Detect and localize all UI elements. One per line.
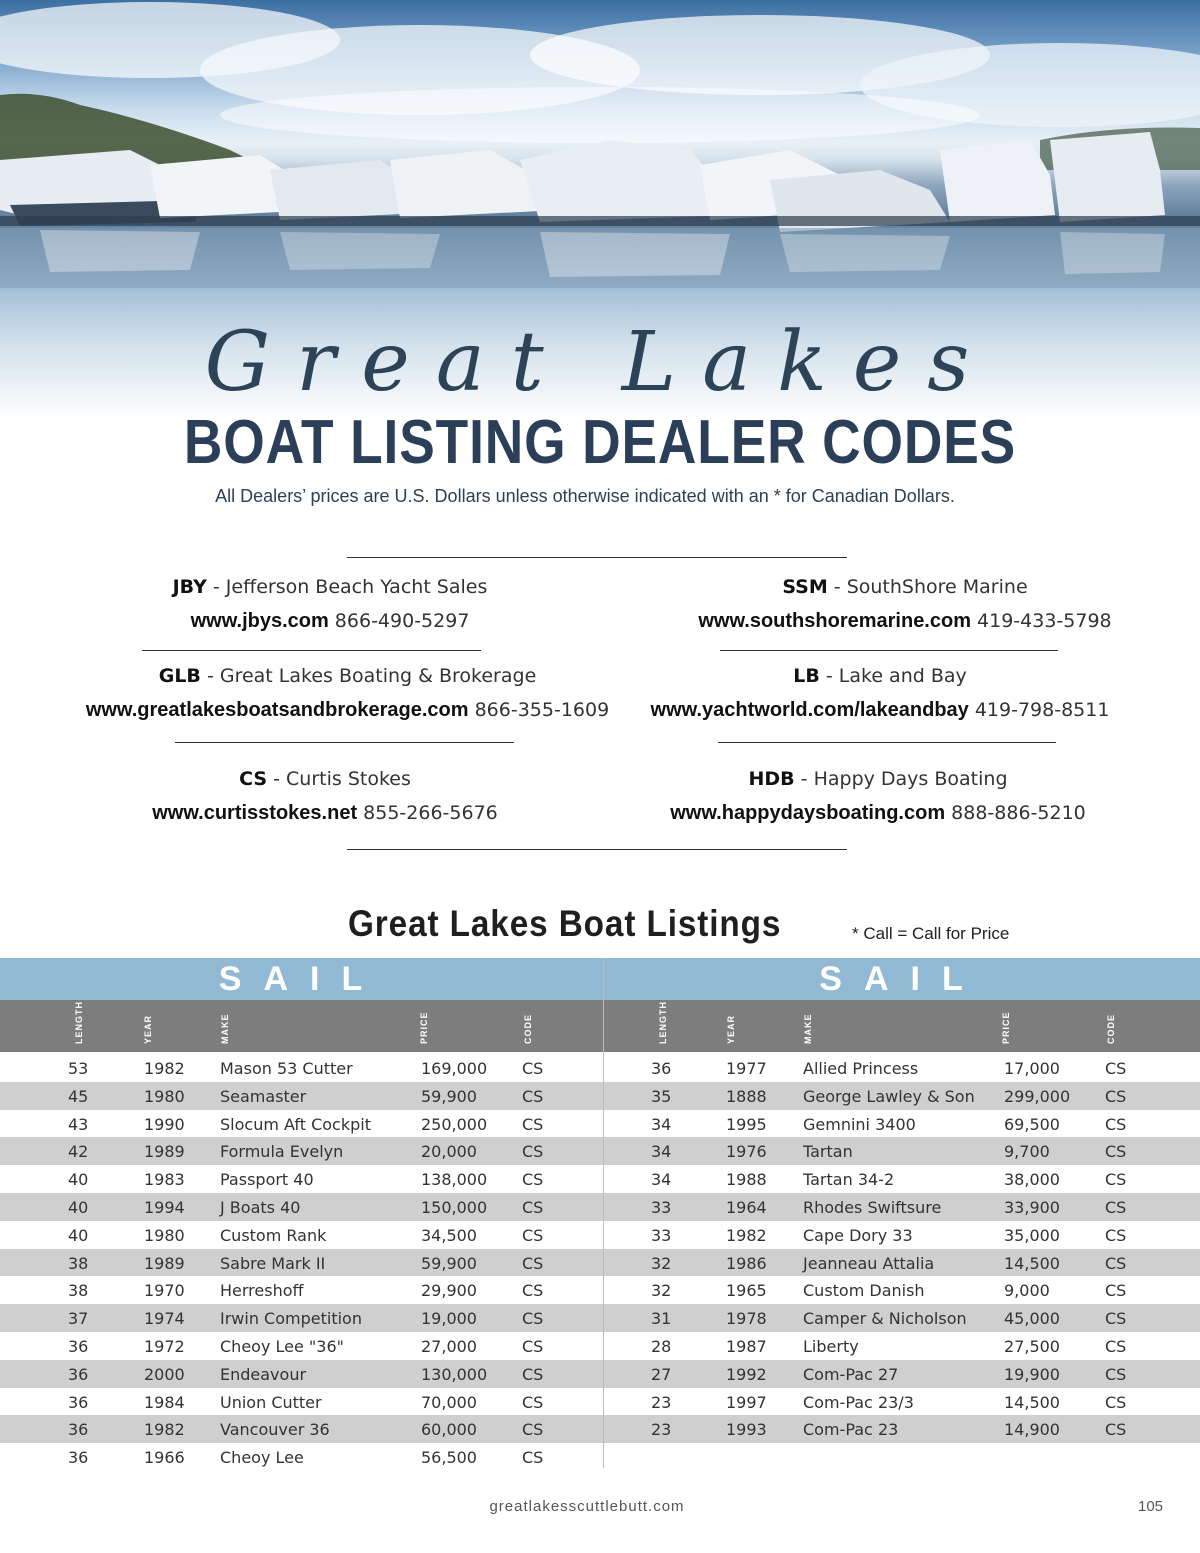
cell-price: 17,000 [1004, 1059, 1060, 1078]
cell-make: Irwin Competition [220, 1309, 362, 1329]
cell-length: 23 [651, 1420, 672, 1440]
dealer-code: SSM [782, 576, 828, 598]
cell-length: 33 [651, 1197, 672, 1217]
table-row [604, 1415, 1200, 1443]
cell-length: 23 [651, 1392, 672, 1412]
dealer-name: - Jefferson Beach Yacht Sales [206, 576, 488, 598]
cell-price: 169,000 [421, 1059, 488, 1078]
dealer-phone: 855-266-5676 [357, 802, 498, 824]
table-row [0, 1054, 603, 1082]
dealer-phone: 888-886-5210 [945, 802, 1086, 824]
cell-length: 36 [68, 1420, 89, 1440]
cell-code: CS [1105, 1336, 1127, 1356]
cell-price: 9,000 [1004, 1281, 1050, 1301]
dealer-glb [30, 667, 665, 720]
dealer-name: - SouthShore Marine [827, 576, 1028, 598]
dealer-name: - Great Lakes Boating & Brokerage [200, 665, 537, 687]
cell-year: 1982 [144, 1059, 185, 1078]
cell-price: 33,900 [1004, 1197, 1060, 1217]
dealer-lb [580, 667, 1180, 720]
cell-length: 40 [68, 1170, 89, 1190]
dealer-cs [25, 770, 625, 823]
table-row [0, 1165, 603, 1193]
col-price: PRICE [1001, 1011, 1011, 1044]
cell-year: 1966 [144, 1448, 185, 1468]
cell-price: 29,900 [421, 1281, 477, 1301]
dealer-code: JBY [172, 576, 207, 598]
cell-code: CS [522, 1059, 544, 1078]
cell-code: CS [522, 1281, 544, 1301]
cell-make: Rhodes Swiftsure [803, 1197, 942, 1217]
col-year: YEAR [726, 1014, 736, 1044]
divider-bottom [347, 849, 847, 850]
dealer-phone: 419-798-8511 [968, 699, 1110, 721]
cell-length: 31 [651, 1309, 672, 1329]
table-row [0, 1415, 603, 1443]
cell-length: 32 [651, 1281, 672, 1301]
col-code: CODE [1106, 1013, 1116, 1044]
cell-make: Herreshoff [220, 1281, 304, 1301]
cell-code: CS [522, 1364, 544, 1384]
cell-year: 1989 [144, 1253, 185, 1273]
dealer-url[interactable]: www.southshoremarine.com [698, 610, 971, 632]
cell-code: CS [1105, 1225, 1127, 1245]
footer-url[interactable]: greatlakesscuttlebutt.com [489, 1498, 685, 1515]
cell-length: 34 [651, 1114, 672, 1134]
cell-year: 1992 [726, 1364, 767, 1384]
listings-title: Great Lakes Boat Listings [348, 903, 782, 944]
cell-code: CS [1105, 1197, 1127, 1217]
cell-make: Formula Evelyn [220, 1142, 344, 1162]
cell-length: 40 [68, 1225, 89, 1245]
table-row [0, 1276, 603, 1304]
table-row [604, 1137, 1200, 1165]
cell-code: CS [1105, 1392, 1127, 1412]
cell-make: Passport 40 [220, 1170, 314, 1190]
cell-make: Liberty [803, 1336, 859, 1356]
cell-price: 14,500 [1004, 1392, 1060, 1412]
dealer-code: LB [793, 665, 820, 687]
col-make: MAKE [803, 1013, 813, 1044]
cell-length: 53 [68, 1059, 89, 1078]
divider-left-1 [142, 650, 481, 651]
cell-price: 35,000 [1004, 1225, 1060, 1245]
cell-price: 299,000 [1004, 1086, 1071, 1106]
cell-length: 28 [651, 1336, 672, 1356]
cell-make: Com-Pac 23/3 [803, 1392, 914, 1412]
cell-make: Cape Dory 33 [803, 1225, 913, 1245]
cell-length: 36 [68, 1392, 89, 1412]
table-row [0, 1304, 603, 1332]
cell-code: CS [1105, 1281, 1127, 1301]
cell-make: Mason 53 Cutter [220, 1059, 353, 1078]
cell-year: 2000 [144, 1364, 185, 1384]
dealer-jby [30, 578, 630, 631]
table-row [0, 1193, 603, 1221]
cell-price: 138,000 [421, 1170, 488, 1190]
cell-year: 1980 [144, 1086, 185, 1106]
cell-length: 40 [68, 1197, 89, 1217]
cell-price: 14,900 [1004, 1420, 1060, 1440]
cell-price: 150,000 [421, 1197, 488, 1217]
cell-price: 56,500 [421, 1448, 477, 1468]
cell-year: 1977 [726, 1059, 767, 1078]
cell-code: CS [522, 1420, 544, 1440]
col-make: MAKE [220, 1013, 230, 1044]
cell-length: 36 [68, 1448, 89, 1468]
cell-year: 1982 [144, 1420, 185, 1440]
cell-make: J Boats 40 [220, 1197, 301, 1217]
cell-year: 1983 [144, 1170, 185, 1190]
cell-length: 36 [68, 1364, 89, 1384]
cell-length: 38 [68, 1281, 89, 1301]
dealer-ssm [605, 578, 1200, 631]
cell-length: 36 [651, 1059, 672, 1078]
dealer-name: - Curtis Stokes [267, 768, 411, 790]
cell-year: 1989 [144, 1142, 185, 1162]
dealer-hdb [578, 770, 1178, 823]
dealer-phone: 866-355-1609 [468, 699, 610, 721]
table-row [0, 1110, 603, 1138]
table-row [604, 1388, 1200, 1416]
cell-make: Seamaster [220, 1086, 307, 1106]
table-row [604, 1110, 1200, 1138]
cell-make: Slocum Aft Cockpit [220, 1114, 371, 1134]
cell-year: 1976 [726, 1142, 767, 1162]
cell-price: 250,000 [421, 1114, 488, 1134]
cell-make: Com-Pac 23 [803, 1420, 899, 1440]
table-row [604, 1332, 1200, 1360]
cell-code: CS [522, 1448, 544, 1468]
subtitle: All Dealers’ prices are U.S. Dollars unless otherwise indicated with an * for Canadian Dollars. [215, 486, 955, 506]
cell-price: 20,000 [421, 1142, 477, 1162]
cell-length: 45 [68, 1086, 89, 1106]
cell-price: 69,500 [1004, 1114, 1060, 1134]
cell-make: Vancouver 36 [220, 1420, 330, 1440]
cell-year: 1990 [144, 1114, 185, 1134]
cell-code: CS [522, 1225, 544, 1245]
cell-make: Sabre Mark II [220, 1253, 326, 1273]
cell-price: 59,900 [421, 1253, 477, 1273]
cell-price: 27,500 [1004, 1336, 1060, 1356]
col-year: YEAR [143, 1014, 153, 1044]
cell-year: 1994 [144, 1197, 185, 1217]
cell-year: 1984 [144, 1392, 185, 1412]
table-row [604, 1165, 1200, 1193]
col-price: PRICE [419, 1011, 429, 1044]
dealer-url[interactable]: www.yachtworld.com/lakeandbay [650, 699, 969, 721]
cell-make: Custom Danish [803, 1281, 925, 1301]
listings-table-left [0, 1054, 603, 1471]
cell-year: 1964 [726, 1197, 767, 1217]
cell-length: 43 [68, 1114, 89, 1134]
cell-make: Custom Rank [220, 1225, 327, 1245]
table-row [0, 1082, 603, 1110]
cell-code: CS [522, 1114, 544, 1134]
table-row [0, 1388, 603, 1416]
cell-year: 1970 [144, 1281, 185, 1301]
cell-make: George Lawley & Son [803, 1086, 975, 1106]
table-row [604, 1360, 1200, 1388]
cell-length: 35 [651, 1086, 672, 1106]
listings-table-right [604, 1054, 1200, 1443]
dealer-phone: 419-433-5798 [971, 610, 1112, 632]
cell-make: Cheoy Lee "36" [220, 1336, 344, 1356]
table-row [604, 1276, 1200, 1304]
cell-year: 1888 [726, 1086, 767, 1106]
table-row [604, 1193, 1200, 1221]
table-row [0, 1332, 603, 1360]
cell-price: 34,500 [421, 1225, 477, 1245]
cell-code: CS [1105, 1309, 1127, 1329]
cell-year: 1978 [726, 1309, 767, 1329]
cell-year: 1988 [726, 1170, 767, 1190]
cell-year: 1982 [726, 1225, 767, 1245]
cell-code: CS [1105, 1170, 1127, 1190]
cell-make: Com-Pac 27 [803, 1364, 899, 1384]
category-band-left: SAIL [0, 958, 603, 1000]
cell-make: Union Cutter [220, 1392, 322, 1412]
cell-code: CS [522, 1309, 544, 1329]
cell-year: 1972 [144, 1336, 185, 1356]
cell-price: 70,000 [421, 1392, 477, 1412]
cell-year: 1974 [144, 1309, 185, 1329]
cell-make: Tartan 34-2 [803, 1170, 895, 1190]
cell-price: 130,000 [421, 1364, 488, 1384]
table-row [0, 1249, 603, 1277]
divider-top [347, 557, 847, 558]
page-title: BOAT LISTING DEALER CODES [183, 408, 1017, 477]
dealer-code: GLB [158, 665, 201, 687]
col-length: LENGTH [658, 1001, 668, 1044]
dealer-url[interactable]: www.happydaysboating.com [670, 802, 946, 824]
cell-make: Gemnini 3400 [803, 1114, 916, 1134]
table-row [0, 1221, 603, 1249]
cell-code: CS [1105, 1420, 1127, 1440]
table-row [604, 1054, 1200, 1082]
cell-year: 1995 [726, 1114, 767, 1134]
cell-code: CS [1105, 1086, 1127, 1106]
cell-code: CS [1105, 1059, 1127, 1078]
cell-price: 60,000 [421, 1420, 477, 1440]
cell-price: 45,000 [1004, 1309, 1060, 1329]
cell-year: 1986 [726, 1253, 767, 1273]
dealer-code: HDB [748, 768, 795, 790]
cell-code: CS [1105, 1364, 1127, 1384]
cell-code: CS [522, 1170, 544, 1190]
cell-price: 9,700 [1004, 1142, 1050, 1162]
cell-price: 27,000 [421, 1336, 477, 1356]
cell-length: 34 [651, 1142, 672, 1162]
cell-code: CS [522, 1197, 544, 1217]
table-row [0, 1443, 603, 1471]
cell-price: 19,900 [1004, 1364, 1060, 1384]
cell-price: 38,000 [1004, 1170, 1060, 1190]
divider-right-1 [720, 650, 1058, 651]
cell-price: 59,900 [421, 1086, 477, 1106]
cell-make: Jeanneau Attalia [803, 1253, 935, 1273]
divider-left-2 [175, 742, 514, 743]
page-number: 105 [1138, 1498, 1164, 1515]
cell-code: CS [522, 1142, 544, 1162]
table-row [604, 1304, 1200, 1332]
dealer-url[interactable]: www.jbys.com [190, 610, 329, 632]
cell-code: CS [1105, 1142, 1127, 1162]
cell-code: CS [522, 1086, 544, 1106]
table-row [0, 1137, 603, 1165]
dealer-name: - Happy Days Boating [794, 768, 1008, 790]
cell-make: Cheoy Lee [220, 1448, 304, 1468]
cell-length: 32 [651, 1253, 672, 1273]
table-row [0, 1360, 603, 1388]
call-note: * Call = Call for Price [852, 924, 1010, 943]
cell-make: Allied Princess [803, 1059, 919, 1078]
divider-right-2 [718, 742, 1056, 743]
category-band-right: SAIL [604, 958, 1200, 1000]
table-row [604, 1221, 1200, 1249]
cell-price: 19,000 [421, 1309, 477, 1329]
table-row [604, 1082, 1200, 1110]
cell-length: 27 [651, 1364, 672, 1384]
cell-year: 1987 [726, 1336, 767, 1356]
cell-code: CS [1105, 1253, 1127, 1273]
cell-make: Tartan [803, 1142, 853, 1162]
cell-length: 33 [651, 1225, 672, 1245]
cell-make: Camper & Nicholson [803, 1309, 967, 1329]
col-code: CODE [523, 1013, 533, 1044]
cell-year: 1993 [726, 1420, 767, 1440]
cell-year: 1997 [726, 1392, 767, 1412]
script-title: Great Lakes [204, 315, 996, 410]
cell-code: CS [522, 1392, 544, 1412]
dealer-name: - Lake and Bay [819, 665, 967, 687]
dealer-phone: 866-490-5297 [328, 610, 470, 632]
dealer-code: CS [239, 768, 268, 790]
cell-length: 36 [68, 1336, 89, 1356]
dealer-url[interactable]: www.greatlakesboatsandbrokerage.com [85, 699, 469, 721]
cell-code: CS [1105, 1114, 1127, 1134]
cell-code: CS [522, 1336, 544, 1356]
cell-year: 1980 [144, 1225, 185, 1245]
dealer-url[interactable]: www.curtisstokes.net [152, 802, 358, 824]
table-row [604, 1249, 1200, 1277]
cell-price: 14,500 [1004, 1253, 1060, 1273]
cell-length: 42 [68, 1142, 89, 1162]
cell-code: CS [522, 1253, 544, 1273]
column-header-left [0, 1000, 603, 1052]
cell-length: 38 [68, 1253, 89, 1273]
col-length: LENGTH [74, 1001, 84, 1044]
column-header-right [604, 1000, 1200, 1052]
cell-length: 37 [68, 1309, 89, 1329]
cell-make: Endeavour [220, 1364, 307, 1384]
cell-length: 34 [651, 1170, 672, 1190]
cell-year: 1965 [726, 1281, 767, 1301]
